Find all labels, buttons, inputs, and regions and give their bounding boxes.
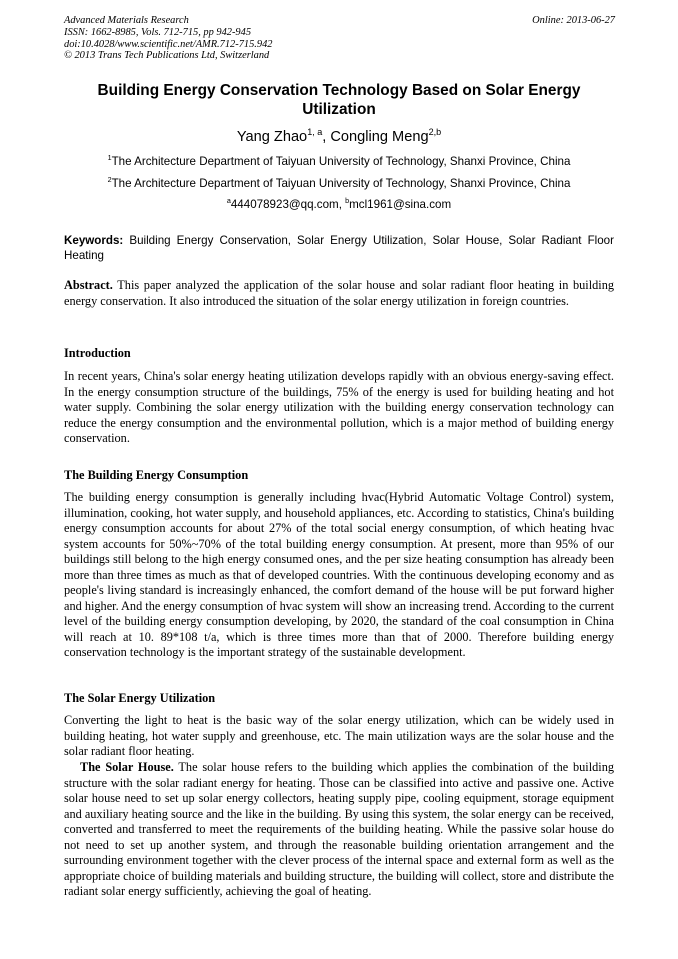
abstract-label: Abstract.: [64, 278, 113, 292]
author-superscript: 2,b: [428, 127, 442, 138]
affiliation-text: The Architecture Department of Taiyuan University of Technology, Shanxi Province, China: [111, 155, 571, 168]
keywords: [64, 234, 614, 263]
email-address: mcl1961@sina.com: [349, 198, 452, 211]
online-date: Online: 2013-06-27: [532, 15, 615, 26]
affiliation-1: [64, 155, 614, 169]
email-separator: ,: [338, 198, 346, 211]
journal-issn: ISSN: 1662-8985, Vols. 712-715, pp 942-945: [64, 26, 252, 38]
solar-house-paragraph: [64, 760, 614, 900]
affiliation-2: [64, 177, 614, 191]
paper-title: Building Energy Conservation Technology Based on Solar Energy Utilization: [97, 82, 581, 118]
solar-house-label: The Solar House.: [80, 760, 174, 774]
author-list: [64, 128, 614, 146]
section-heading-building-energy-consumption: The Building Energy Consumption: [64, 468, 249, 482]
solar-house-text: The solar house refers to the building which applies the combination of the building structure with the solar radiant energy for heating. Those can be classified into active and passive one. Active solar house need to set up solar energy collectors, heating supply pipe, cooling equipment, storage equipment and auxiliary heating source and the like in the building. By using this system, the solar energy can be received, converted and transferred to meet the requirements of the building heating. While the passive solar house do not need to set up another system, and through the reasonable building orientation arrangement and the surrounding environment together with the clever process of the internal space and external form as well as the appropriate choice of building materials and building structure, the building will collect, store and distribute the radiant solar energy sufficiently, achieving the goal of heating.: [64, 760, 614, 898]
email-superscript: a: [226, 196, 231, 206]
introduction-paragraph: In recent years, China's solar energy heating utilization develops rapidly with an obvious energy-saving effect. In the energy consumption structure of the buildings, 75% of the energy is used for building heating and hot water supply. Combining the solar energy utilization with the building energy conservation technology can reduce the energy consumption and the environmental pollution, which is a major method of building energy conservation.: [64, 369, 614, 445]
keywords-label: Keywords:: [64, 234, 124, 247]
section-heading-solar-energy-utilization: The Solar Energy Utilization: [64, 691, 216, 705]
abstract: [64, 278, 614, 309]
section-heading-introduction: Introduction: [64, 346, 131, 360]
email-list: [64, 198, 614, 212]
journal-doi: doi:10.4028/www.scientific.net/AMR.712-715.942: [64, 38, 273, 50]
solar-energy-utilization-paragraph: Converting the light to heat is the basic way of the solar energy utilization, which can be widely used in building heating, hot water supply and greenhouse, etc. The main utilization ways are the solar house and the solar radiant floor heating.: [64, 713, 614, 758]
affiliation-text: The Architecture Department of Taiyuan University of Technology, Shanxi Province, China: [111, 177, 571, 190]
affiliation-superscript: 2: [107, 175, 112, 185]
journal-name: Advanced Materials Research: [64, 15, 189, 26]
keywords-text: Building Energy Conservation, Solar Energy Utilization, Solar House, Solar Radiant Floor Heating: [64, 234, 614, 262]
author-superscript: 1, a: [307, 127, 323, 138]
affiliation-superscript: 1: [107, 153, 112, 163]
journal-copyright: © 2013 Trans Tech Publications Ltd, Switzerland: [64, 50, 270, 62]
email-address: 444078923@qq.com: [230, 198, 339, 211]
author-name: Congling Meng: [330, 129, 429, 145]
author-separator: ,: [322, 129, 331, 145]
journal-header: [64, 15, 272, 62]
building-energy-consumption-paragraph: The building energy consumption is generally including hvac(Hybrid Automatic Voltage Control) system, illumination, cooking, hot water supply, and household appliances, etc. According to statistics, China's building energy consumption accounts for about 27% of the total social energy consumption, of which heating hvac system accounts for 50%~70% of the total building energy consumption. At present, more than 95% of our buildings still belong to the high energy consumed ones, and the per size heating consumption has already been more than three times as much as that of developed countries. With the continuous developing economy and as people's living standard is increasingly enhanced, the comfort demand of the house will be put forward higher and higher. And the energy consumption of hvac system will show an increasing trend. According to the current level of the building energy consumption developing, by 2020, the standard of the coal consumption in China will reach at 10. 89*108 t/a, which is three times more than that of 2000. Therefore building energy conservation technology is the important strategy of the sustainable development.: [64, 490, 614, 659]
email-superscript: b: [345, 196, 350, 206]
author-name: Yang Zhao: [236, 129, 308, 145]
abstract-text: This paper analyzed the application of the solar house and solar radiant floor heating in building energy conservation. It also introduced the situation of the solar energy utilization in foreign countries.: [64, 278, 614, 308]
